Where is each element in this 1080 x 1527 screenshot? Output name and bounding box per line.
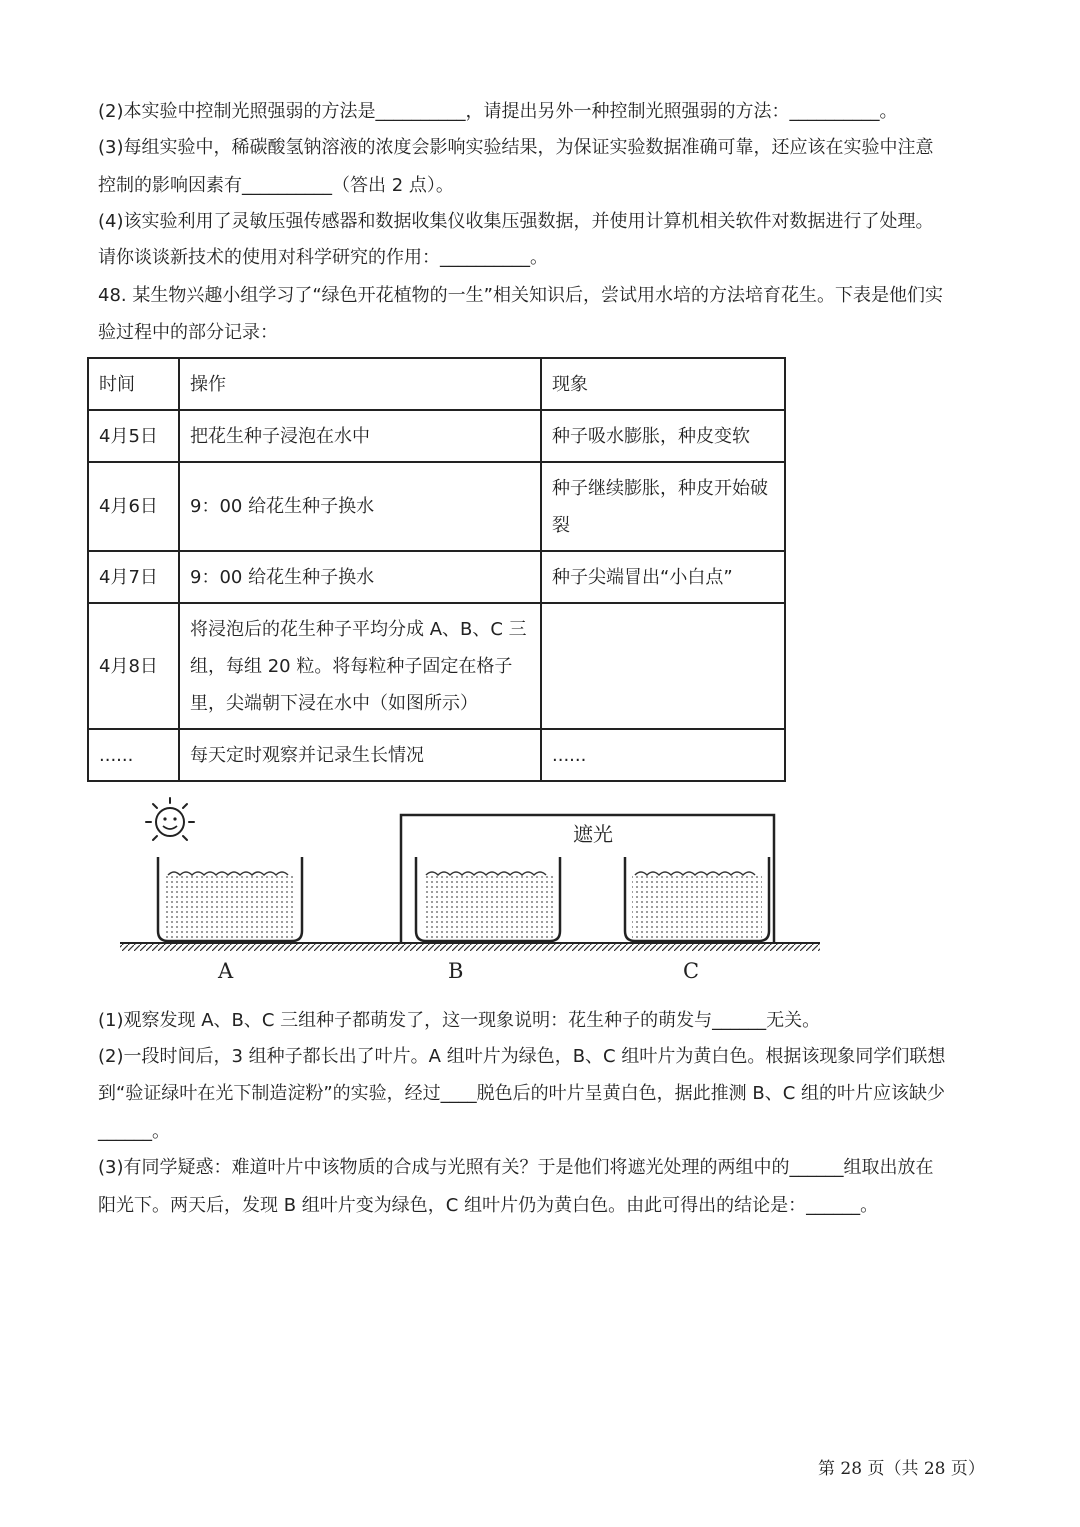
beaker-b <box>416 857 560 941</box>
label-a: A <box>218 959 234 983</box>
ground-line <box>120 943 820 951</box>
sub-question-3-line-1: (3)有同学疑惑：难道叶片中该物质的合成与光照有关？于是他们将遮光处理的两组中的______组取出放在 <box>98 1157 934 1178</box>
q48-intro-line-2: 验过程中的部分记录： <box>98 322 278 343</box>
sub-question-3-line-2: 阳光下。两天后，发现 B 组叶片变为绿色，C 组叶片仍为黄白色。由此可得出的结论是：______。 <box>98 1195 879 1216</box>
row-operation-line: 组，每组 20 粒。将每粒种子固定在格子 <box>190 655 513 677</box>
question-4-line-2: 请你谈谈新技术的使用对科学研究的作用：__________。 <box>98 247 548 268</box>
sub-question-2-line-3: ______。 <box>98 1121 170 1142</box>
question-3-line-2: 控制的影响因素有__________（答出 2 点）。 <box>98 175 454 196</box>
beaker-a <box>158 857 302 941</box>
sub-question-2-line-2: 到“验证绿叶在光下制造淀粉”的实验，经过____脱色后的叶片呈黄白色，据此推测 B、C 组的叶片应该缺少 <box>98 1083 946 1104</box>
row-operation-line: 里，尖端朝下浸在水中（如图所示） <box>190 692 478 714</box>
table-row <box>88 729 785 781</box>
row-time: ...... <box>88 729 179 781</box>
row-operation: 每天定时观察并记录生长情况 <box>179 729 541 781</box>
question-3-line-1: (3)每组实验中，稀碳酸氢钠溶液的浓度会影响实验结果，为保证实验数据准确可靠，还应该在实验中注意 <box>98 137 934 158</box>
sub-question-2-line-1: (2)一段时间后，3 组种子都长出了叶片。A 组叶片为绿色，B、C 组叶片为黄白色。根据该现象同学们联想 <box>98 1046 946 1067</box>
table-header-row <box>88 358 785 410</box>
row-phenomenon <box>541 603 785 729</box>
shade-label: 遮光 <box>573 822 613 846</box>
table-row <box>88 551 785 603</box>
row-operation: 9：00 给花生种子换水 <box>179 462 541 551</box>
question-4-line-1: (4)该实验利用了灵敏压强传感器和数据收集仪收集压强数据，并使用计算机相关软件对数据进行了处理。 <box>98 211 934 232</box>
header-phenomenon: 现象 <box>541 358 785 410</box>
row-operation-line: 将浸泡后的花生种子平均分成 A、B、C 三 <box>190 618 527 640</box>
table-row <box>88 603 785 729</box>
row-phenomenon <box>541 462 785 551</box>
row-time: 4月5日 <box>88 410 179 462</box>
label-c: C <box>683 959 700 983</box>
record-table <box>87 357 786 782</box>
sun-icon <box>146 798 194 840</box>
row-operation <box>179 603 541 729</box>
header-time: 时间 <box>88 358 179 410</box>
table-row <box>88 410 785 462</box>
row-time: 4月8日 <box>88 603 179 729</box>
row-phenomenon: ...... <box>541 729 785 781</box>
header-operation: 操作 <box>179 358 541 410</box>
row-phenomenon: 种子吸水膨胀，种皮变软 <box>541 410 785 462</box>
page-number: 第 28 页（共 28 页） <box>818 1459 985 1479</box>
row-phenomenon: 种子尖端冒出“小白点” <box>541 551 785 603</box>
experiment-figure <box>110 795 830 990</box>
row-operation: 把花生种子浸泡在水中 <box>179 410 541 462</box>
beaker-c <box>625 857 769 941</box>
row-operation: 9：00 给花生种子换水 <box>179 551 541 603</box>
row-time: 4月7日 <box>88 551 179 603</box>
sub-question-1: (1)观察发现 A、B、C 三组种子都萌发了，这一现象说明：花生种子的萌发与______无关。 <box>98 1010 821 1031</box>
row-phenomenon-line: 种子继续膨胀，种皮开始破 <box>552 477 768 499</box>
question-2-line: (2)本实验中控制光照强弱的方法是__________，请提出另外一种控制光照强弱的方法：__________。 <box>98 101 898 122</box>
label-b: B <box>448 959 464 983</box>
q48-intro-line-1: 48. 某生物兴趣小组学习了“绿色开花植物的一生”相关知识后，尝试用水培的方法培育花生。下表是他们实 <box>98 285 943 306</box>
row-phenomenon-line: 裂 <box>552 514 570 536</box>
table-row <box>88 462 785 551</box>
row-time: 4月6日 <box>88 462 179 551</box>
